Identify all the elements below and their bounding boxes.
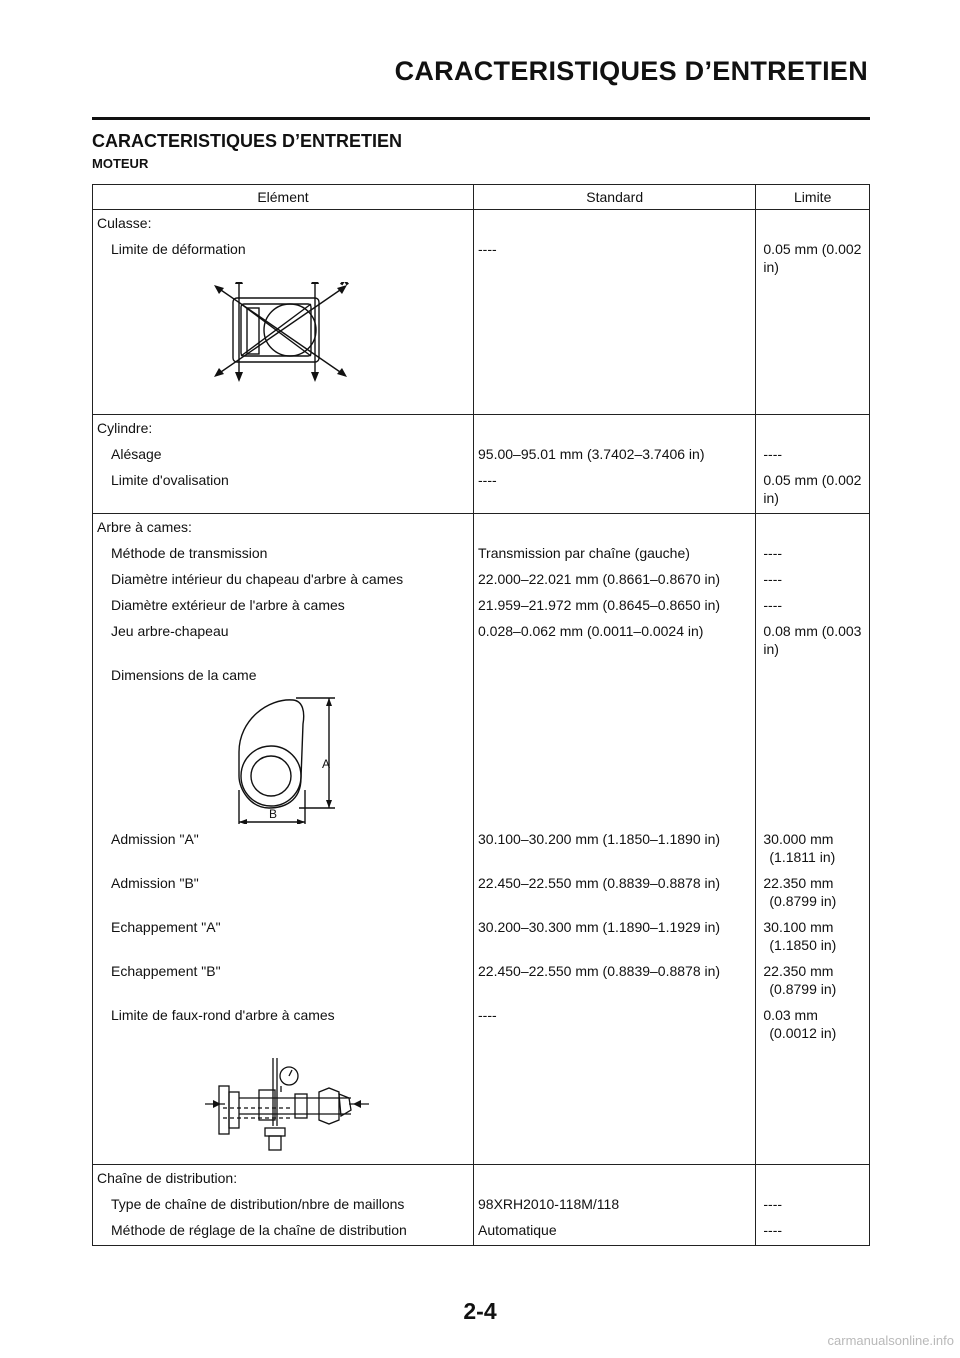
limit-inch: (1.1811 in): [769, 849, 836, 865]
cam-label-b: B: [269, 807, 278, 821]
row-item: Méthode de réglage de la chaîne de distribution: [93, 1219, 474, 1246]
section-row-chaine: [93, 1165, 870, 1194]
limit-value: 22.350 mm: [763, 963, 834, 979]
table-row: [93, 443, 870, 469]
figure-row: [93, 1048, 870, 1165]
row-limit: [756, 828, 870, 872]
header-element: Elément: [93, 185, 474, 210]
limit-value: 30.100 mm: [763, 919, 834, 935]
row-limit: 0.05 mm (0.002 in): [756, 238, 870, 282]
limit-inch: (0.0012 in): [769, 1025, 837, 1041]
section-label: Chaîne de distribution:: [93, 1165, 474, 1194]
section-title: CARACTERISTIQUES D’ENTRETIEN: [92, 131, 403, 151]
row-limit: [756, 960, 870, 1004]
limit-value: 0.03 mm: [763, 1007, 818, 1023]
table-row: [93, 469, 870, 514]
table-row: [93, 568, 870, 594]
row-limit: ----: [756, 1219, 870, 1246]
row-standard: ----: [474, 1004, 756, 1048]
row-item: Echappement "A": [93, 916, 474, 960]
section-row-cylindre: [93, 415, 870, 444]
limit-inch: (0.8799 in): [769, 893, 837, 909]
section-label: Cylindre:: [93, 415, 474, 444]
table-header-row: [93, 185, 870, 210]
section-row-arbre: [93, 514, 870, 543]
cam-label-a: A: [322, 757, 331, 771]
table-row: [93, 872, 870, 916]
table-row: [93, 960, 870, 1004]
row-item: Type de chaîne de distribution/nbre de maillons: [93, 1193, 474, 1219]
table-row: [93, 664, 870, 690]
table-row: [93, 828, 870, 872]
page-header-title: CARACTERISTIQUES D’ENTRETIEN: [394, 56, 868, 86]
row-limit: [756, 1004, 870, 1048]
row-limit: [756, 872, 870, 916]
header-standard: Standard: [474, 185, 756, 210]
row-limit: ----: [756, 542, 870, 568]
row-limit: ----: [756, 443, 870, 469]
row-item: Jeu arbre-chapeau: [93, 620, 474, 664]
section-label: Arbre à cames:: [93, 514, 474, 543]
row-standard: 95.00–95.01 mm (3.7402–3.7406 in): [474, 443, 756, 469]
section-label: Culasse:: [93, 210, 474, 239]
page-number: 2-4: [463, 1298, 497, 1324]
row-limit: ----: [756, 568, 870, 594]
limit-value: 22.350 mm: [763, 875, 834, 891]
row-item: Admission "B": [93, 872, 474, 916]
limit-inch: (0.8799 in): [769, 981, 837, 997]
table-row: [93, 542, 870, 568]
row-standard: 30.100–30.200 mm (1.1850–1.1890 in): [474, 828, 756, 872]
row-standard: 0.028–0.062 mm (0.0011–0.0024 in): [474, 620, 756, 664]
header-rule: [92, 117, 870, 120]
row-item: Admission "A": [93, 828, 474, 872]
row-limit: 0.05 mm (0.002 in): [756, 469, 870, 514]
row-standard: ----: [474, 238, 756, 282]
row-standard: Automatique: [474, 1219, 756, 1246]
figure-row: [93, 690, 870, 828]
row-limit: ----: [756, 1193, 870, 1219]
table-row: [93, 1004, 870, 1048]
row-standard: 30.200–30.300 mm (1.1890–1.1929 in): [474, 916, 756, 960]
row-limit: ----: [756, 594, 870, 620]
spec-table: [92, 184, 870, 1246]
table-row: [93, 238, 870, 282]
limit-value: 30.000 mm: [763, 831, 834, 847]
row-standard: Transmission par chaîne (gauche): [474, 542, 756, 568]
row-standard: ----: [474, 469, 756, 514]
row-item: Méthode de transmission: [93, 542, 474, 568]
row-item: Limite de faux-rond d'arbre à cames: [93, 1004, 474, 1048]
row-item: Diamètre intérieur du chapeau d'arbre à cames: [93, 568, 474, 594]
row-limit: 0.08 mm (0.003 in): [756, 620, 870, 664]
runout-figure: [93, 1048, 473, 1160]
table-row: [93, 1193, 870, 1219]
row-standard: 98XRH2010-118M/118: [474, 1193, 756, 1219]
row-item: Alésage: [93, 443, 474, 469]
warpage-figure: [93, 282, 473, 410]
row-standard: 22.450–22.550 mm (0.8839–0.8878 in): [474, 960, 756, 1004]
row-item: Diamètre extérieur de l'arbre à cames: [93, 594, 474, 620]
table-row: [93, 620, 870, 664]
figure-row: [93, 282, 870, 415]
section-row-culasse: [93, 210, 870, 239]
table-row: [93, 1219, 870, 1246]
table-row: [93, 916, 870, 960]
row-standard: 22.450–22.550 mm (0.8839–0.8878 in): [474, 872, 756, 916]
row-item: Limite d'ovalisation: [93, 469, 474, 514]
cam-dimensions-figure: [93, 690, 473, 824]
row-item: Echappement "B": [93, 960, 474, 1004]
watermark: carmanualsonline.info: [827, 1333, 954, 1348]
row-standard: 22.000–22.021 mm (0.8661–0.8670 in): [474, 568, 756, 594]
subsection-title: MOTEUR: [92, 156, 149, 171]
row-item: Limite de déformation: [93, 238, 474, 282]
svg-text:*: *: [339, 282, 350, 300]
row-standard: 21.959–21.972 mm (0.8645–0.8650 in): [474, 594, 756, 620]
header-limit: Limite: [756, 185, 870, 210]
row-item: Dimensions de la came: [93, 664, 474, 690]
limit-inch: (1.1850 in): [769, 937, 837, 953]
row-limit: [756, 916, 870, 960]
table-row: [93, 594, 870, 620]
